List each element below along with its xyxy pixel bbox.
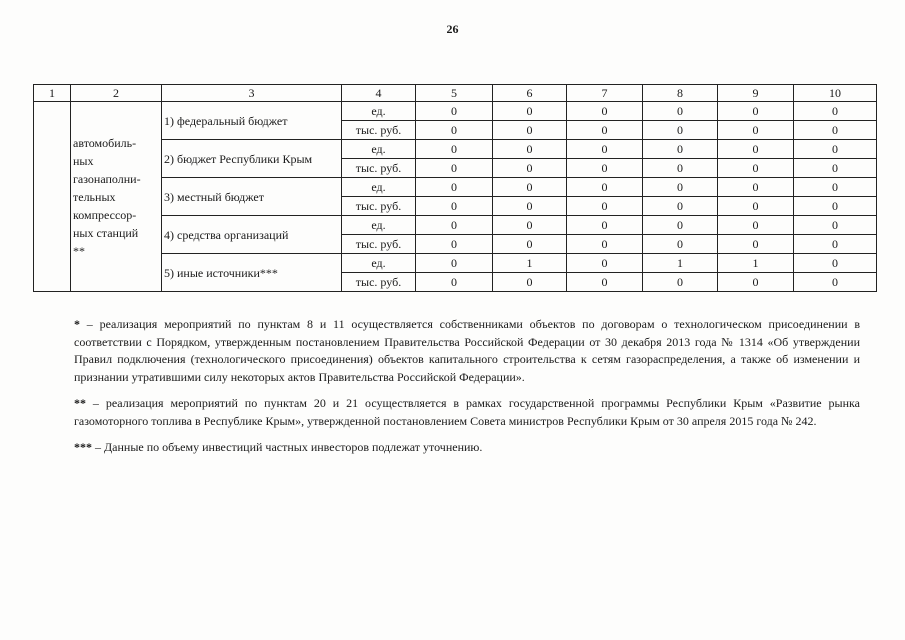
value-cell: 0 — [493, 121, 567, 140]
value-cell: 0 — [567, 235, 643, 254]
object-name-cell — [71, 102, 162, 292]
value-cell: 0 — [643, 178, 718, 197]
value-cell: 0 — [794, 273, 877, 292]
value-cell: 0 — [567, 102, 643, 121]
value-cell: 0 — [643, 197, 718, 216]
value-cell: 0 — [643, 102, 718, 121]
value-cell: 0 — [718, 159, 794, 178]
value-cell: 0 — [718, 216, 794, 235]
column-number-7: 7 — [567, 85, 643, 102]
footnote-marker: *** — [74, 440, 92, 454]
value-cell: 0 — [643, 121, 718, 140]
value-cell: 0 — [493, 159, 567, 178]
value-cell: 0 — [567, 197, 643, 216]
table-body — [34, 102, 877, 292]
unit-cell: ед. — [342, 178, 416, 197]
funding-source-cell: 3) местный бюджет — [162, 178, 342, 216]
footnote-3 — [74, 439, 860, 457]
value-cell: 0 — [794, 140, 877, 159]
value-cell: 0 — [416, 254, 493, 273]
value-cell: 0 — [416, 140, 493, 159]
value-cell: 0 — [493, 140, 567, 159]
value-cell: 0 — [567, 254, 643, 273]
value-cell: 1 — [718, 254, 794, 273]
footnote-marker: ** — [74, 396, 86, 410]
unit-cell: тыс. руб. — [342, 121, 416, 140]
object-name-line: ных станций — [73, 225, 139, 240]
value-cell: 0 — [718, 197, 794, 216]
unit-cell: ед. — [342, 216, 416, 235]
value-cell: 0 — [416, 235, 493, 254]
value-cell: 0 — [416, 121, 493, 140]
value-cell: 0 — [718, 235, 794, 254]
footnote-1 — [74, 316, 860, 386]
unit-cell: тыс. руб. — [342, 235, 416, 254]
page-number: 26 — [446, 22, 459, 36]
column-number-9: 9 — [718, 85, 794, 102]
value-cell: 0 — [794, 178, 877, 197]
value-cell: 0 — [794, 254, 877, 273]
value-cell: 0 — [794, 121, 877, 140]
object-name-line: ных — [73, 153, 94, 168]
object-name-line: тельных — [73, 189, 116, 204]
object-name-line: автомобиль- — [73, 135, 137, 150]
funding-source-cell: 5) иные источники*** — [162, 254, 342, 292]
footnote-text: – реализация мероприятий по пунктам 8 и 11 осуществляется собственниками объектов по договорам о технологическом присоединении в соответствии с Порядком, утвержденным постановлением Правительства Российской Федерации от 30 декабря 2013 года № 1314 «Об утверждении Правил подключения (технологического присоединения) объектов капитального строительства к сетям газораспределения, а также об изменении и признании утратившими силу некоторых актов Правительства Российской Федерации». — [74, 317, 860, 384]
object-name-line: газонаполни- — [73, 171, 141, 186]
object-name-line: компрессор- — [73, 207, 137, 222]
column-number-10: 10 — [794, 85, 877, 102]
value-cell: 0 — [416, 159, 493, 178]
value-cell: 0 — [794, 197, 877, 216]
column-number-2: 2 — [71, 85, 162, 102]
unit-cell: тыс. руб. — [342, 159, 416, 178]
column-number-6: 6 — [493, 85, 567, 102]
row-number-cell — [34, 102, 71, 292]
footnote-2 — [74, 395, 860, 430]
value-cell: 0 — [416, 197, 493, 216]
funding-source-cell: 1) федеральный бюджет — [162, 102, 342, 140]
unit-cell: ед. — [342, 140, 416, 159]
value-cell: 0 — [794, 216, 877, 235]
value-cell: 0 — [567, 159, 643, 178]
value-cell: 0 — [794, 235, 877, 254]
value-cell: 0 — [718, 102, 794, 121]
column-number-row — [34, 85, 877, 102]
column-number-8: 8 — [643, 85, 718, 102]
value-cell: 0 — [567, 140, 643, 159]
value-cell: 0 — [643, 159, 718, 178]
unit-cell: ед. — [342, 102, 416, 121]
unit-cell: тыс. руб. — [342, 197, 416, 216]
value-cell: 0 — [718, 178, 794, 197]
value-cell: 1 — [643, 254, 718, 273]
value-cell: 0 — [643, 140, 718, 159]
table-row — [34, 102, 877, 121]
value-cell: 0 — [718, 273, 794, 292]
value-cell: 0 — [643, 235, 718, 254]
footnotes — [74, 316, 860, 466]
value-cell: 0 — [643, 273, 718, 292]
value-cell: 0 — [718, 140, 794, 159]
value-cell: 0 — [493, 235, 567, 254]
value-cell: 0 — [416, 178, 493, 197]
value-cell: 1 — [493, 254, 567, 273]
value-cell: 0 — [567, 216, 643, 235]
object-name-line: ** — [73, 243, 85, 258]
value-cell: 0 — [416, 273, 493, 292]
value-cell: 0 — [567, 178, 643, 197]
column-number-3: 3 — [162, 85, 342, 102]
value-cell: 0 — [416, 102, 493, 121]
footnote-text: – Данные по объему инвестиций частных инвесторов подлежат уточнению. — [92, 440, 483, 454]
value-cell: 0 — [493, 178, 567, 197]
investment-table — [33, 84, 877, 292]
value-cell: 0 — [718, 121, 794, 140]
footnote-marker: * — [74, 317, 80, 331]
value-cell: 0 — [493, 216, 567, 235]
funding-source-cell: 4) средства организаций — [162, 216, 342, 254]
column-number-4: 4 — [342, 85, 416, 102]
column-number-1: 1 — [34, 85, 71, 102]
value-cell: 0 — [794, 102, 877, 121]
value-cell: 0 — [567, 273, 643, 292]
value-cell: 0 — [493, 273, 567, 292]
value-cell: 0 — [493, 197, 567, 216]
value-cell: 0 — [794, 159, 877, 178]
value-cell: 0 — [416, 216, 493, 235]
value-cell: 0 — [567, 121, 643, 140]
value-cell: 0 — [643, 216, 718, 235]
unit-cell: ед. — [342, 254, 416, 273]
unit-cell: тыс. руб. — [342, 273, 416, 292]
footnote-text: – реализация мероприятий по пунктам 20 и 21 осуществляется в рамках государственной программы Республики Крым «Развитие рынка газомоторного топлива в Республике Крым», утвержденной постановлением Совета министров Республики Крым от 30 апреля 2015 года № 242. — [74, 396, 860, 428]
value-cell: 0 — [493, 102, 567, 121]
funding-source-cell: 2) бюджет Республики Крым — [162, 140, 342, 178]
column-number-5: 5 — [416, 85, 493, 102]
